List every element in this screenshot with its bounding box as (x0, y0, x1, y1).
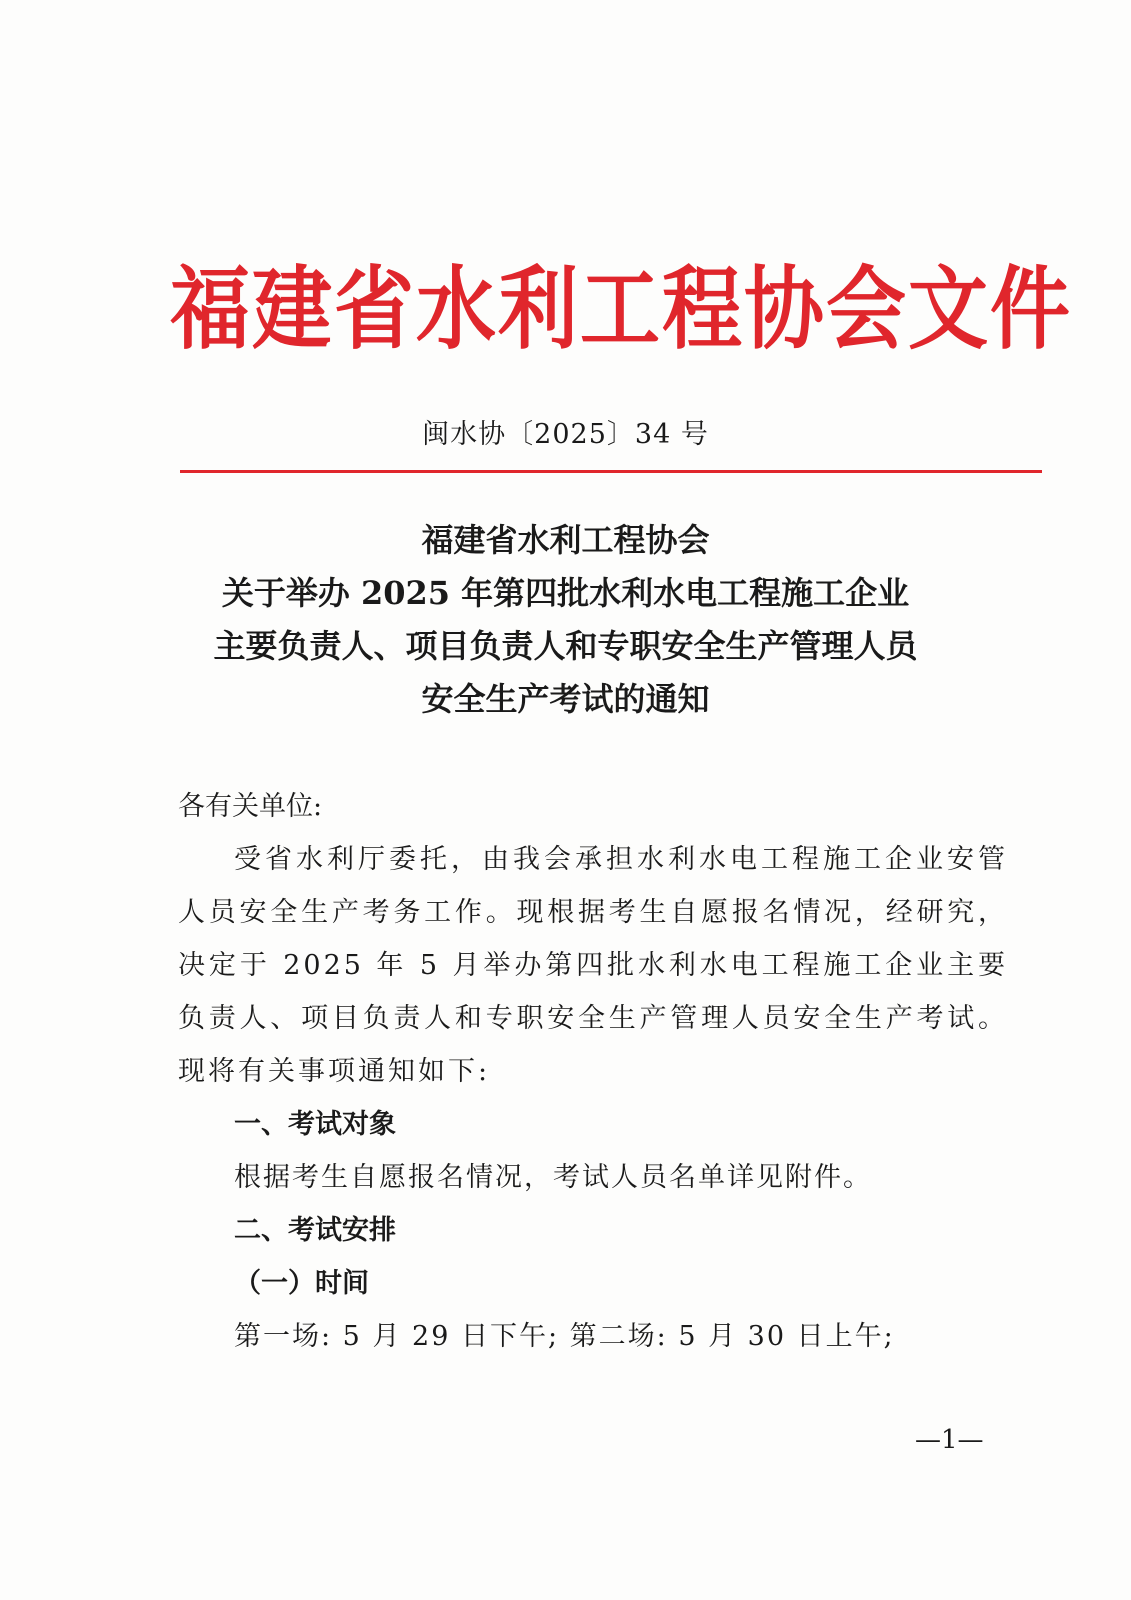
notice-title (0, 514, 1131, 726)
document-number: 闽水协〔2025〕34 号 (422, 419, 709, 450)
page-number: —1— (915, 1425, 984, 1455)
section-text-exam-candidates: 根据考生自愿报名情况，考试人员名单详见附件。 (234, 1162, 872, 1193)
red-divider-line (180, 470, 1042, 473)
masthead-title: 福建省水利工程协会文件 (170, 256, 1072, 362)
title-line-subject-2: 主要负责人、项目负责人和专职安全生产管理人员 (213, 627, 918, 665)
salutation: 各有关单位: (178, 791, 323, 822)
title-line-issuer: 福建省水利工程协会 (421, 521, 710, 559)
document-body (178, 780, 1008, 1363)
section-heading-exam-arrangement: 二、考试安排 (234, 1215, 396, 1246)
section-heading-exam-candidates: 一、考试对象 (234, 1109, 396, 1140)
subsection-heading-time: （一）时间 (234, 1268, 369, 1299)
intro-paragraph: 受省水利厅委托，由我会承担水利水电工程施工企业安管人员安全生产考务工作。现根据考生自愿报名情况，经研究，决定于 2025 年 5 月举办第四批水利水电工程施工企业主要负责人、项目负责人和专职安全生产管理人员安全生产考试。现将有关事项通知如下: (178, 844, 1008, 1087)
subsection-text-time: 第一场: 5 月 29 日下午; 第二场: 5 月 30 日上午; (234, 1321, 895, 1352)
title-line-subject-1: 关于举办 2025 年第四批水利水电工程施工企业 (221, 574, 910, 612)
title-line-subject-3: 安全生产考试的通知 (421, 680, 710, 718)
